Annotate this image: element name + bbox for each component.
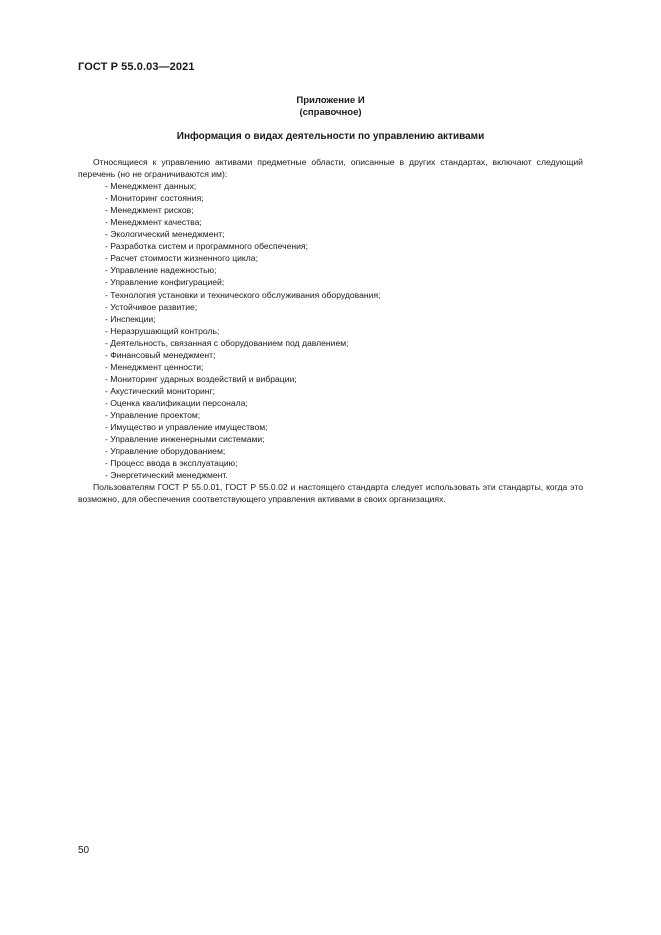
list-item: - Расчет стоимости жизненного цикла;	[105, 253, 258, 264]
list-item: - Акустический мониторинг;	[105, 385, 216, 396]
section-title: Информация о видах деятельности по управлению активами	[176, 131, 485, 142]
page-number: 50	[78, 845, 90, 856]
list-item: - Менеджмент качества;	[105, 217, 202, 228]
list-item: - Деятельность, связанная с оборудованием под давлением;	[105, 337, 349, 348]
list-item: - Управление конфигурацией;	[105, 277, 225, 288]
appendix-type: (справочное)	[299, 107, 362, 118]
list-item: - Неразрушающий контроль;	[105, 325, 220, 336]
list-item: - Менеджмент ценности;	[105, 361, 204, 372]
list-item: - Процесс ввода в эксплуатацию;	[105, 458, 238, 469]
list-item: - Разработка систем и программного обеспечения;	[105, 241, 308, 252]
document-header: ГОСТ Р 55.0.03—2021	[78, 61, 195, 73]
list-item: - Управление оборудованием;	[105, 446, 226, 457]
list-item: - Имущество и управление имуществом;	[105, 422, 268, 433]
appendix-label: Приложение И	[296, 95, 365, 106]
list-item: - Управление инженерными системами;	[105, 434, 265, 445]
list-item: - Энергетический менеджмент.	[105, 470, 228, 481]
list-item: - Инспекции;	[105, 313, 156, 324]
list-item: - Оценка квалификации персонала;	[105, 397, 248, 408]
list-item: - Менеджмент рисков;	[105, 205, 194, 216]
list-item: - Управление надежностью;	[105, 265, 217, 276]
list-item: - Менеджмент данных;	[105, 181, 197, 192]
list-item: - Технология установки и технического обслуживания оборудования;	[105, 289, 381, 300]
list-item: - Управление проектом;	[105, 409, 201, 420]
body-text	[78, 156, 583, 505]
closing-paragraph: Пользователям ГОСТ Р 55.0.01, ГОСТ Р 55.0.02 и настоящего стандарта следует использовать эти стандарты, когда это возможно, для обеспечения соответствующего управления активами в своих организациях.	[78, 482, 583, 505]
appendix-heading	[78, 95, 583, 119]
list-item: - Экологический менеджмент;	[105, 229, 225, 240]
list-item: - Мониторинг состояния;	[105, 193, 204, 204]
list-item: - Финансовый менеджмент;	[105, 349, 216, 360]
intro-paragraph: Относящиеся к управлению активами предметные области, описанные в других стандартах, включают следующий перечень (но не ограничиваются им):	[78, 157, 583, 180]
list-item: - Устойчивое развитие;	[105, 301, 198, 312]
activity-list	[78, 180, 583, 481]
list-item: - Мониторинг ударных воздействий и вибрации;	[105, 373, 297, 384]
